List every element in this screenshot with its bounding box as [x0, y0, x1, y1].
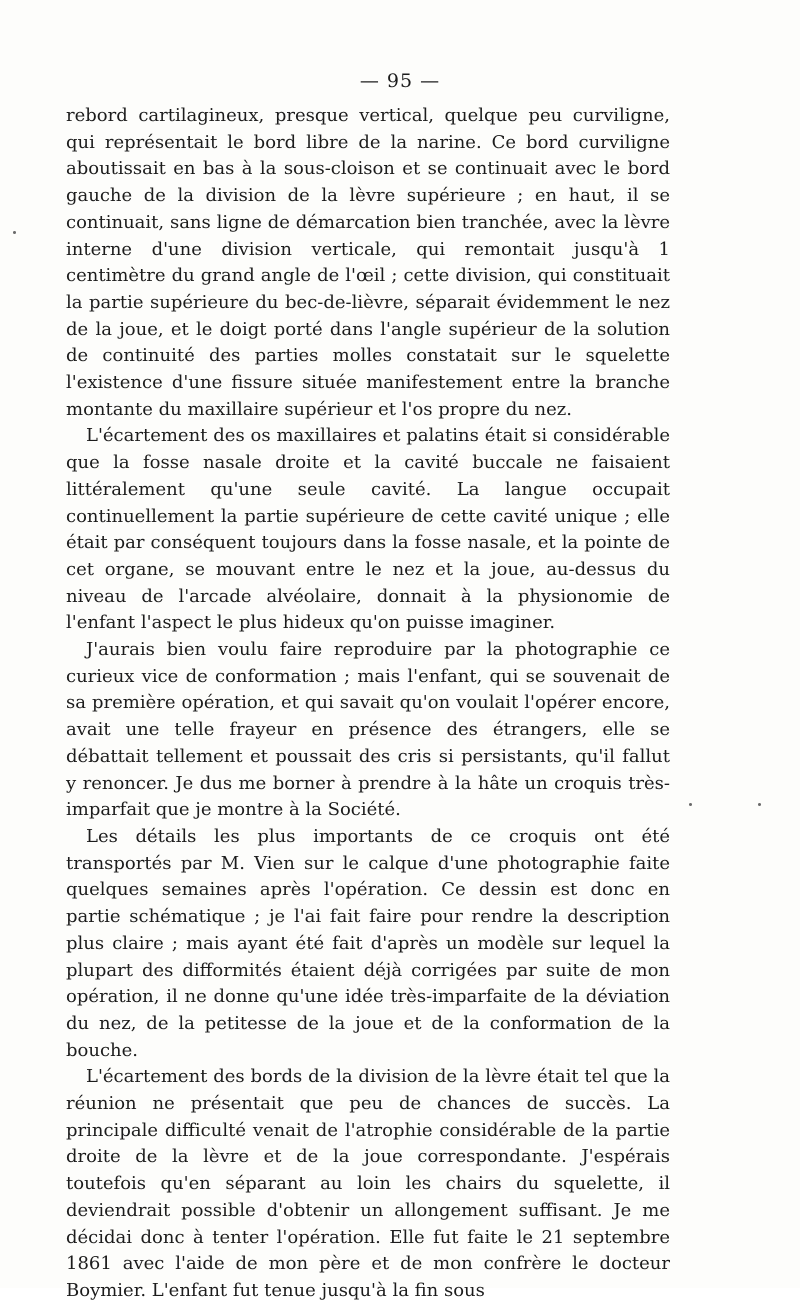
paragraph-4: Les détails les plus importants de ce croquis ont été transportés par M. Vien sur le calque d'une photographie faite quelques semaines après l'opération. Ce dessin est donc en partie schématique ; je l'ai fait faire pour rendre la description plus claire ; mais ayant été fait d'après un modèle sur lequel la plupart des difformités étaient déjà corrigées par suite de mon opération, il ne donne qu'une idée très-imparfaite de la déviation du nez, de la petitesse de la joue et de la conformation de la bouche.	[66, 825, 670, 1061]
paragraph-5: L'écartement des bords de la division de la lèvre était tel que la réunion ne présentait que peu de chances de succès. La principale difficulté venait de l'atrophie considérable de la partie droite de la lèvre et de la joue correspondante. J'espérais toutefois qu'en séparant au loin les chairs du squelette, il deviendrait possible d'obtenir un allongement suffisant. Je me décidai donc à tenter l'opération. Elle fut faite le 21 septembre 1861 avec l'aide de mon père et de mon confrère le docteur Boymier. L'enfant fut tenue jusqu'à la fin sous	[66, 1066, 670, 1301]
paragraph-2: L'écartement des os maxillaires et palatins était si considérable que la fosse nasale droite et la cavité buccale ne faisaient littéralement qu'une seule cavité. La langue occupait continuellement la partie supérieure de cette cavité unique ; elle était par conséquent toujours dans la fosse nasale, et la pointe de cet organe, se mouvant entre le nez et la joue, au-dessus du niveau de l'arcade alvéolaire, donnait à la physionomie de l'enfant l'aspect le plus hideux qu'on puisse imaginer.	[66, 425, 670, 634]
paragraph-1: rebord cartilagineux, presque vertical, quelque peu curviligne, qui représentait le bord libre de la narine. Ce bord curviligne aboutissait en bas à la sous-cloison et se continuait avec le bord gauche de la division de la lèvre supérieure ; en haut, il se continuait, sans ligne de démarcation bien tranchée, avec la lèvre interne d'une division verticale, qui remontait jusqu'à 1 centimètre du grand angle de l'œil ; cette division, qui constituait la partie supérieure du bec-de-lièvre, séparait évidemment le nez de la joue, et le doigt porté dans l'angle supérieur de la solution de continuité des parties molles constatait sur le squelette l'existence d'une fissure située manifestement entre la branche montante du maxillaire supérieur et l'os propre du nez.	[66, 105, 670, 420]
paper-speck	[758, 803, 761, 806]
paper-speck	[689, 803, 692, 806]
page-number: — 95 —	[359, 70, 441, 92]
body-text	[66, 103, 670, 1305]
paragraph-3: J'aurais bien voulu faire reproduire par la photographie ce curieux vice de conformation ; mais l'enfant, qui se souvenait de sa première opération, et qui savait qu'on voulait l'opérer encore, avait une telle frayeur en présence des étrangers, elle se débattait tellement et poussait des cris si persistants, qu'il fallut y renoncer. Je dus me borner à prendre à la hâte un croquis très-imparfait que je montre à la Société.	[66, 639, 670, 821]
paper-speck	[13, 231, 16, 234]
